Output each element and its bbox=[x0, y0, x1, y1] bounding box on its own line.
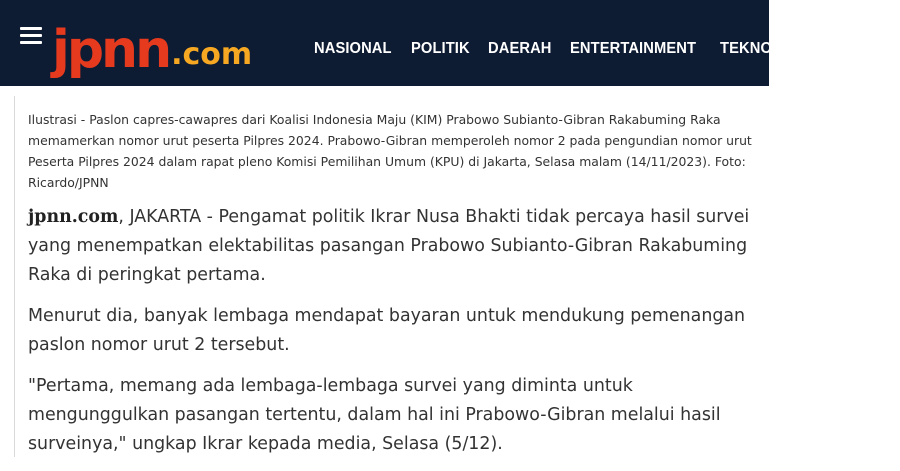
logo-wordmark: jpnn bbox=[52, 20, 170, 80]
dateline-brand: jpnn.com bbox=[28, 207, 119, 227]
nav-item-entertainment[interactable]: ENTERTAINMENT bbox=[570, 40, 697, 57]
logo-suffix: .com bbox=[171, 37, 253, 72]
hamburger-menu-icon[interactable] bbox=[20, 27, 42, 43]
nav-item-nasional[interactable]: NASIONAL bbox=[314, 40, 392, 57]
site-logo[interactable] bbox=[52, 10, 252, 80]
article-paragraph-2: Menurut dia, banyak lembaga mendapat bayaran untuk mendukung pemenangan paslon nomor urut 2 tersebut. bbox=[28, 306, 746, 355]
nav-item-daerah[interactable]: DAERAH bbox=[488, 40, 552, 57]
main-nav bbox=[314, 40, 900, 58]
article-container bbox=[14, 96, 770, 457]
paragraph-1-text: , JAKARTA - Pengamat politik Ikrar Nusa Bhakti tidak percaya hasil survei yang menempatkan elektabilitas pasangan Prabowo Subianto-Gibran Rakabuming Raka di peringkat pertama. bbox=[28, 207, 750, 285]
article-paragraph-1 bbox=[28, 203, 768, 290]
article-paragraph-3: "Pertama, memang ada lembaga-lembaga survei yang diminta untuk mengunggulkan pasangan tertentu, dalam hal ini Prabowo-Gibran melalui hasil surveinya," ungkap Ikrar kepada media, Selasa (5/12). bbox=[28, 376, 721, 454]
nav-item-politik[interactable]: POLITIK bbox=[411, 40, 471, 57]
photo-caption: Ilustrasi - Paslon capres-cawapres dari Koalisi Indonesia Maju (KIM) Prabowo Subianto-Gibran Rakabuming Raka memamerkan nomor urut peserta Pilpres 2024. Prabowo-Gibran memperoleh nomor 2 pada pengundian nomor urut Peserta Pilpres 2024 dalam rapat pleno Komisi Pemilihan Umum (KPU) di Jakarta, Selasa malam (14/11/2023). Foto: Ricardo/JPNN bbox=[28, 112, 752, 190]
site-header bbox=[0, 0, 883, 86]
article-body bbox=[28, 203, 768, 471]
nav-item-olahraga[interactable]: OLAHR bbox=[829, 40, 883, 57]
nav-item-teknologi[interactable]: TEKNOLOGI bbox=[720, 40, 809, 57]
